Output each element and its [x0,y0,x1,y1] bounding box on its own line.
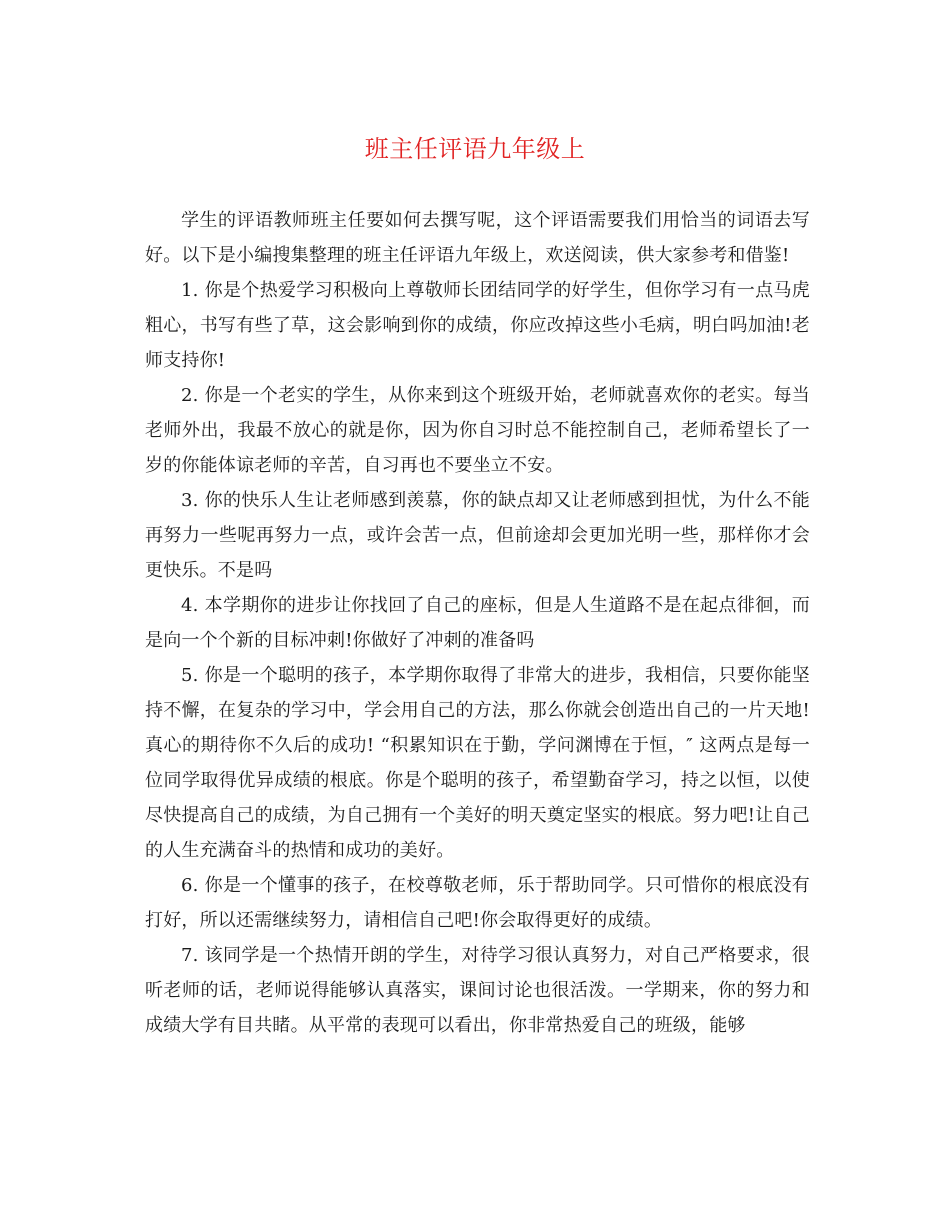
document-body [145,203,810,1043]
comment-paragraph-3: 3. 你的快乐人生让老师感到羡慕，你的缺点却又让老师感到担忧，为什么不能再努力一些呢再努力一点，或许会苦一点，但前途却会更加光明一些，那样你才会更快乐。不是吗 [145,490,810,581]
comment-paragraph-2: 2. 你是一个老实的学生，从你来到这个班级开始，老师就喜欢你的老实。每当老师外出，我最不放心的就是你，因为你自习时总不能控制自己，老师希望长了一岁的你能体谅老师的辛苦，自习再也不要坐立不安。 [145,385,810,476]
intro-paragraph: 学生的评语教师班主任要如何去撰写呢，这个评语需要我们用恰当的词语去写好。以下是小编搜集整理的班主任评语九年级上，欢送阅读，供大家参考和借鉴! [145,210,810,266]
comment-paragraph-6: 6. 你是一个懂事的孩子，在校尊敬老师，乐于帮助同学。只可惜你的根底没有打好，所以还需继续努力，请相信自己吧!你会取得更好的成绩。 [145,875,810,931]
comment-paragraph-7: 7. 该同学是一个热情开朗的学生，对待学习很认真努力，对自己严格要求，很听老师的话，老师说得能够认真落实，课间讨论也很活泼。一学期来，你的努力和成绩大学有目共睹。从平常的表现可以看出，你非常热爱自己的班级，能够 [145,945,810,1036]
comment-paragraph-5: 5. 你是一个聪明的孩子，本学期你取得了非常大的进步，我相信，只要你能坚持不懈，在复杂的学习中，学会用自己的方法，那么你就会创造出自己的一片天地!真心的期待你不久后的成功! “积累知识在于勤，学问渊博在于恒，″ 这两点是每一位同学取得优异成绩的根底。你是个聪明的孩子，希望勤奋学习，持之以恒，以使尽快提高自己的成绩，为自己拥有一个美好的明天奠定坚实的根底。努力吧!让自己的人生充满奋斗的热情和成功的美好。 [145,665,810,861]
comment-paragraph-1: 1. 你是个热爱学习积极向上尊敬师长团结同学的好学生，但你学习有一点马虎粗心，书写有些了草，这会影响到你的成绩，你应改掉这些小毛病，明白吗加油!老师支持你! [145,280,810,371]
document-title: 班主任评语九年级上 [364,135,586,163]
comment-paragraph-4: 4. 本学期你的进步让你找回了自己的座标，但是人生道路不是在起点徘徊，而是向一个个新的目标冲刺!你做好了冲刺的准备吗 [145,595,810,651]
